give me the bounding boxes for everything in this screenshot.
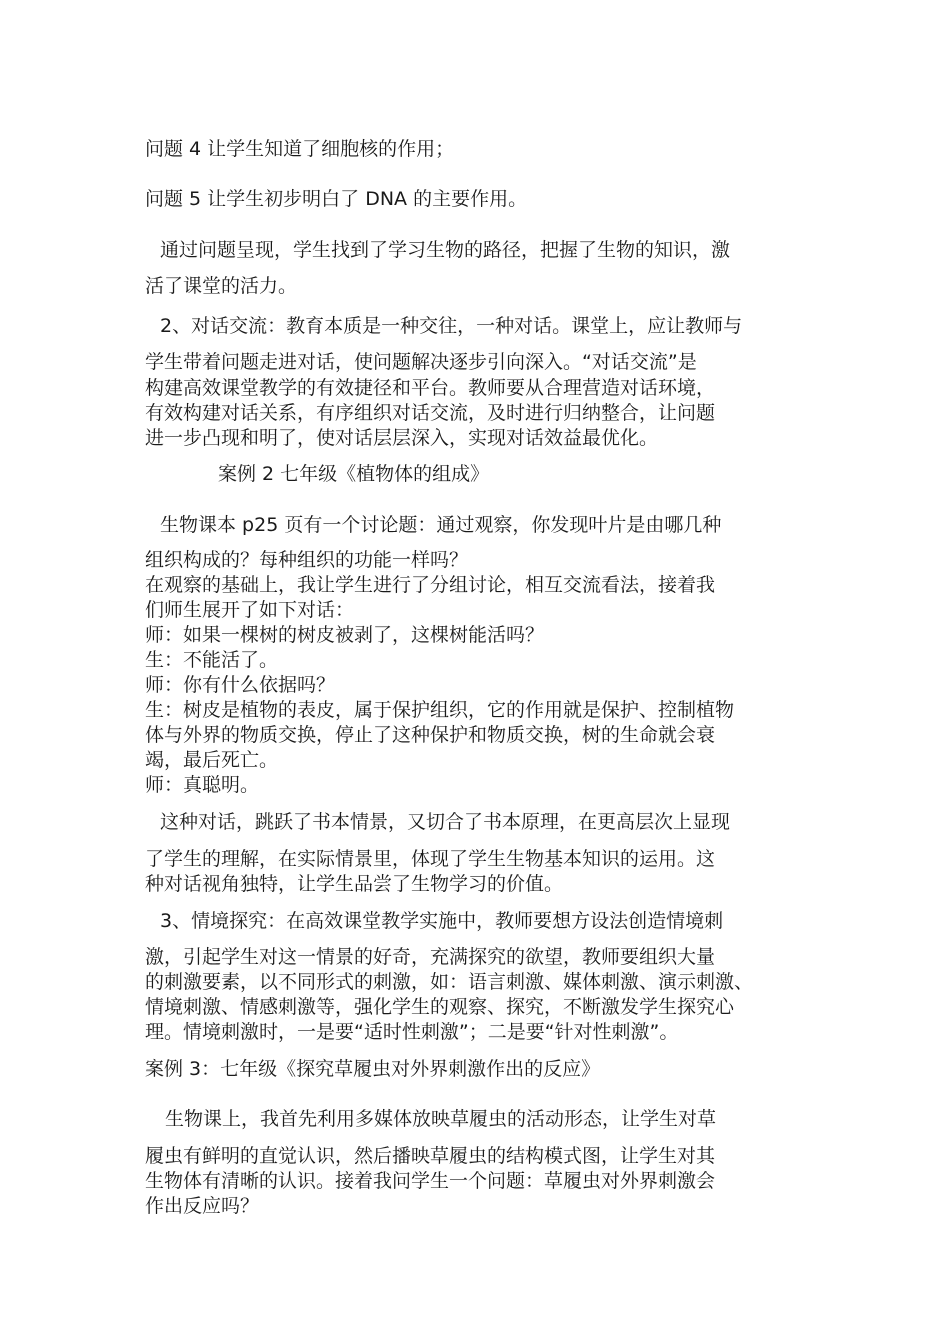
- paragraph-line: 有效构建对话关系，有序组织对话交流，及时进行归纳整合，让问题: [145, 402, 716, 424]
- paragraph-line: 生物课上，我首先利用多媒体放映草履虫的活动形态，让学生对草: [165, 1108, 717, 1130]
- dialogue-line: 师：你有什么依据吗？: [145, 674, 336, 696]
- paragraph-line: 们师生展开了如下对话：: [145, 599, 355, 621]
- text-line: 问题 4 让学生知道了细胞核的作用；: [145, 138, 455, 160]
- dialogue-line: 师：如果一棵树的树皮被剥了，这棵树能活吗？: [145, 624, 545, 646]
- dialogue-line: 体与外界的物质交换，停止了这种保护和物质交换，树的生命就会衰: [145, 724, 716, 746]
- paragraph-line: 了学生的理解，在实际情景里，体现了学生生物基本知识的运用。这: [145, 848, 716, 870]
- section-heading-dialogue: 2、对话交流：教育本质是一种交往，一种对话。课堂上，应让教师与: [160, 315, 743, 337]
- paragraph-line: 在观察的基础上，我让学生进行了分组讨论，相互交流看法，接着我: [145, 574, 716, 596]
- section-heading-scenario: 3、情境探究：在高效课堂教学实施中，教师要想方设法创造情境刺: [160, 910, 724, 932]
- dialogue-line: 生：不能活了。: [145, 649, 279, 671]
- paragraph-line: 履虫有鲜明的直觉认识，然后播映草履虫的结构模式图，让学生对其: [145, 1145, 716, 1167]
- paragraph-line: 进一步凸现和明了，使对话层层深入，实现对话效益最优化。: [145, 427, 659, 449]
- paragraph-line: 理。情境刺激时，一是要“适时性刺激”；二是要“针对性刺激”。: [145, 1021, 679, 1043]
- paragraph-line: 激，引起学生对这一情景的好奇，充满探究的欲望，教师要组织大量: [145, 946, 716, 968]
- paragraph-line: 活了课堂的活力。: [145, 275, 298, 297]
- text-line: 问题 5 让学生初步明白了 DNA 的主要作用。: [145, 188, 528, 210]
- paragraph-line: 组织构成的？每种组织的功能一样吗？: [145, 549, 469, 571]
- paragraph-line: 生物课本 p25 页有一个讨论题：通过观察，你发现叶片是由哪几种: [160, 514, 722, 536]
- paragraph-line: 情境刺激、情感刺激等，强化学生的观察、探究，不断激发学生探究心: [145, 996, 735, 1018]
- paragraph-line: 生物体有清晰的认识。接着我问学生一个问题：草履虫对外界刺激会: [145, 1170, 716, 1192]
- paragraph-line: 作出反应吗？: [145, 1195, 260, 1217]
- case-title-2: 案例 2 七年级《植物体的组成》: [218, 463, 490, 485]
- paragraph-line: 这种对话，跳跃了书本情景，又切合了书本原理，在更高层次上显现: [160, 811, 731, 833]
- dialogue-line: 竭，最后死亡。: [145, 749, 279, 771]
- paragraph-line: 通过问题呈现，学生找到了学习生物的路径，把握了生物的知识，激: [160, 239, 731, 261]
- case-title-3: 案例 3：七年级《探究草履虫对外界刺激作出的反应》: [145, 1058, 601, 1080]
- dialogue-line: 师：真聪明。: [145, 774, 260, 796]
- paragraph-line: 学生带着问题走进对话，使问题解决逐步引向深入。“对话交流”是: [145, 351, 697, 373]
- paragraph-line: 种对话视角独特，让学生品尝了生物学习的价值。: [145, 873, 564, 895]
- paragraph-line: 的刺激要素，以不同形式的刺激，如：语言刺激、媒体刺激、演示刺激、: [145, 971, 754, 993]
- dialogue-line: 生：树皮是植物的表皮，属于保护组织，它的作用就是保护、控制植物: [145, 699, 735, 721]
- paragraph-line: 构建高效课堂教学的有效捷径和平台。教师要从合理营造对话环境，: [145, 377, 716, 399]
